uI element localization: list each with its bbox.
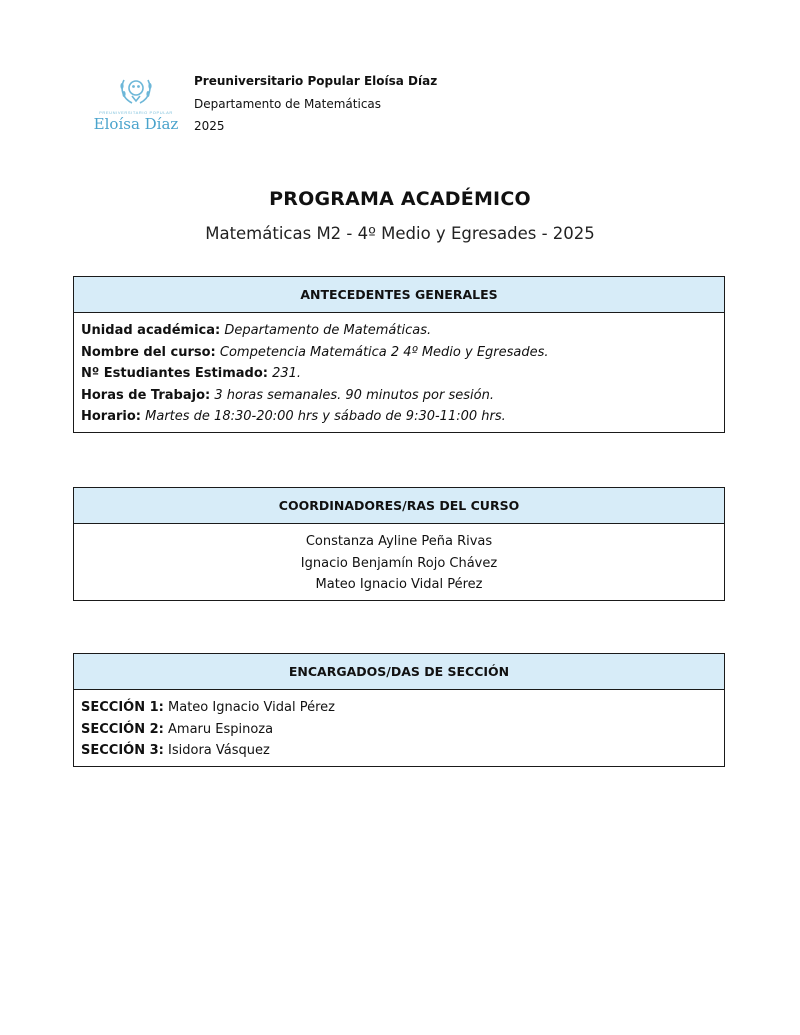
coordinadores-body (74, 524, 724, 600)
field-value: Competencia Matemática 2 4º Medio y Egresades. (219, 344, 549, 360)
antecedentes-section (73, 276, 725, 433)
section-row (81, 697, 717, 719)
section-label: SECCIÓN 1: (81, 700, 164, 715)
page-subtitle: Matemáticas M2 - 4º Medio y Egresades - 2025 (205, 224, 595, 243)
field-label: Horario: (81, 409, 141, 424)
institution-name: Preuniversitario Popular Eloísa Díaz (194, 74, 438, 88)
encargados-heading: ENCARGADOS/DAS DE SECCIÓN (74, 654, 724, 690)
coordinadores-section (73, 487, 725, 601)
antecedentes-row (81, 406, 717, 428)
document-header (88, 70, 688, 140)
coordinator-name: Ignacio Benjamín Rojo Chávez (300, 555, 498, 571)
antecedentes-row (81, 320, 717, 342)
section-person: Amaru Espinoza (168, 721, 274, 737)
page-title: PROGRAMA ACADÉMICO (269, 188, 531, 210)
laurel-owl-icon (116, 72, 156, 108)
antecedentes-row (81, 363, 717, 385)
department-name: Departamento de Matemáticas (194, 96, 382, 111)
coordinator-name: Constanza Ayline Peña Rivas (305, 534, 493, 549)
section-person: Mateo Ignacio Vidal Pérez (168, 700, 335, 715)
section-label: SECCIÓN 2: (81, 721, 164, 737)
field-label: Nº Estudiantes Estimado: (81, 366, 268, 381)
field-value: 3 horas semanales. 90 minutos por sesión. (214, 387, 494, 403)
logo-small-text: PREUNIVERSITARIO POPULAR (99, 110, 173, 115)
field-value: 231. (272, 366, 302, 381)
section-row (81, 740, 717, 762)
field-label: Nombre del curso: (81, 344, 216, 360)
coordinator-name: Mateo Ignacio Vidal Pérez (315, 577, 483, 592)
antecedentes-row (81, 385, 717, 407)
section-row (81, 719, 717, 741)
encargados-body (74, 690, 724, 766)
antecedentes-body (74, 313, 724, 432)
field-label: Horas de Trabajo: (81, 387, 211, 403)
institution-logo (88, 72, 184, 136)
header-year: 2025 (194, 119, 225, 133)
field-label: Unidad académica: (81, 323, 221, 338)
header-text-block (194, 70, 437, 138)
antecedentes-heading: ANTECEDENTES GENERALES (74, 277, 724, 313)
coordinadores-heading: COORDINADORES/RAS DEL CURSO (74, 488, 724, 524)
encargados-section (73, 653, 725, 767)
field-value: Departamento de Matemáticas. (224, 323, 432, 338)
section-label: SECCIÓN 3: (81, 743, 164, 758)
field-value: Martes de 18:30-20:00 hrs y sábado de 9:30-11:00 hrs. (145, 409, 506, 424)
antecedentes-row (81, 342, 717, 364)
logo-name-text: Eloísa Díaz (93, 115, 179, 133)
section-person: Isidora Vásquez (168, 743, 270, 758)
